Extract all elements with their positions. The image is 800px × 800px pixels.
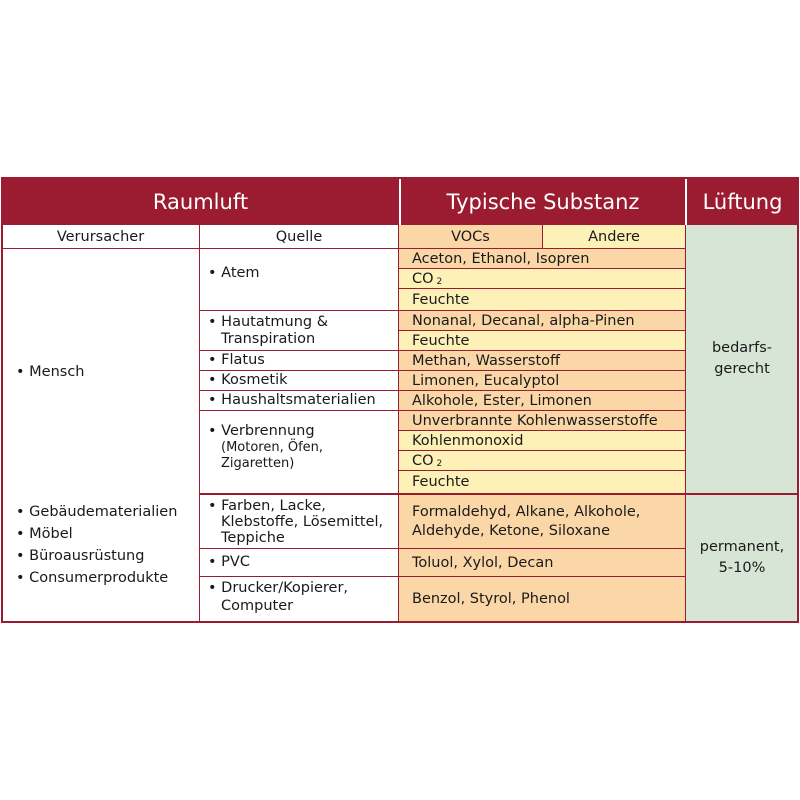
substance-row xyxy=(399,269,686,289)
source-detail: (Motoren, Öfen, xyxy=(221,440,324,455)
cause-label: • Büroausrüstung xyxy=(16,548,145,564)
substance-text: Limonen, Eucalyptol xyxy=(412,372,560,389)
substance-row xyxy=(399,411,686,431)
substance-row xyxy=(399,371,686,391)
cause-mensch xyxy=(2,249,200,495)
source-drucker xyxy=(200,577,399,621)
cause-gebaeude xyxy=(2,495,200,621)
indoor-air-table xyxy=(0,177,800,623)
substance-row xyxy=(399,495,686,549)
source-label: • Flatus xyxy=(208,352,265,368)
ventilation-permanent xyxy=(686,495,798,621)
subscript-2: 2 xyxy=(436,458,443,469)
substance-row xyxy=(399,351,686,371)
source-label: • PVC xyxy=(208,554,250,570)
cause-label: • Mensch xyxy=(16,364,85,380)
substance-row xyxy=(399,311,686,331)
source-label: • Atem xyxy=(208,265,260,281)
subheader-quelle: Quelle xyxy=(200,225,399,249)
header-divider xyxy=(685,179,687,225)
source-label: • Verbrennung xyxy=(208,423,315,439)
substance-text: Kohlenmonoxid xyxy=(412,432,524,449)
cause-label: • Gebäudematerialien xyxy=(16,504,178,520)
substance-text: Benzol, Styrol, Phenol xyxy=(412,591,570,607)
substance-co: CO xyxy=(412,270,434,287)
source-verbrennung xyxy=(200,411,399,495)
source-label: Transpiration xyxy=(221,331,316,347)
substance-text: Methan, Wasserstoff xyxy=(412,352,560,369)
substance-text xyxy=(412,271,442,287)
substance-co: CO xyxy=(412,452,434,469)
substance-row xyxy=(399,249,686,269)
source-label: Klebstoffe, Lösemittel, xyxy=(221,514,384,530)
source-label: Computer xyxy=(221,598,294,614)
header-lueftung: Lüftung xyxy=(687,179,798,225)
substance-text: Feuchte xyxy=(412,332,470,349)
source-haushalt xyxy=(200,391,399,411)
substance-text: Formaldehyd, Alkane, Alkohole, xyxy=(412,503,641,520)
source-pvc xyxy=(200,549,399,577)
source-farben xyxy=(200,495,399,549)
substance-row xyxy=(399,549,686,577)
source-label: • Hautatmung & xyxy=(208,314,329,330)
ventilation-line: gerecht xyxy=(714,361,770,377)
substance-text: Aldehyde, Ketone, Siloxane xyxy=(412,522,611,539)
source-kosmetik xyxy=(200,371,399,391)
source-detail: Zigaretten) xyxy=(221,456,295,471)
substance-text: Toluol, Xylol, Decan xyxy=(412,554,554,571)
substance-text: Unverbrannte Kohlenwasserstoffe xyxy=(412,412,658,429)
substance-text xyxy=(412,453,442,469)
subheader-verursacher: Verursacher xyxy=(2,225,200,249)
substance-text: Aceton, Ethanol, Isopren xyxy=(412,250,590,267)
substance-row xyxy=(399,391,686,411)
source-label: • Drucker/Kopierer, xyxy=(208,580,349,596)
source-label: Teppiche xyxy=(221,530,285,546)
source-label: • Farben, Lacke, xyxy=(208,498,326,514)
substance-row xyxy=(399,471,686,495)
header-substanz: Typische Substanz xyxy=(401,179,685,225)
header-raumluft: Raumluft xyxy=(2,179,399,225)
substance-text: Feuchte xyxy=(412,291,470,308)
cause-label: • Möbel xyxy=(16,526,73,542)
subheader-andere: Andere xyxy=(543,225,686,249)
substance-row xyxy=(399,431,686,451)
header-divider xyxy=(399,179,401,225)
substance-row xyxy=(399,577,686,621)
substance-row xyxy=(399,451,686,471)
ventilation-line: bedarfs- xyxy=(711,340,773,356)
cause-label: • Consumerprodukte xyxy=(16,570,169,586)
substance-text: Feuchte xyxy=(412,474,470,490)
source-atem xyxy=(200,249,399,311)
ventilation-line: permanent, xyxy=(699,539,785,555)
substance-row xyxy=(399,289,686,311)
ventilation-line: 5-10% xyxy=(718,560,766,576)
column-divider xyxy=(685,225,686,621)
source-hautatmung xyxy=(200,311,399,351)
source-label: • Haushaltsmaterialien xyxy=(208,392,376,408)
source-flatus xyxy=(200,351,399,371)
substance-text: Nonanal, Decanal, alpha-Pinen xyxy=(412,312,635,329)
ventilation-bedarfsgerecht xyxy=(686,225,798,495)
subscript-2: 2 xyxy=(436,276,443,287)
substance-row xyxy=(399,331,686,351)
subheader-vocs: VOCs xyxy=(399,225,543,249)
substance-text: Alkohole, Ester, Limonen xyxy=(412,392,592,409)
source-label: • Kosmetik xyxy=(208,372,288,388)
